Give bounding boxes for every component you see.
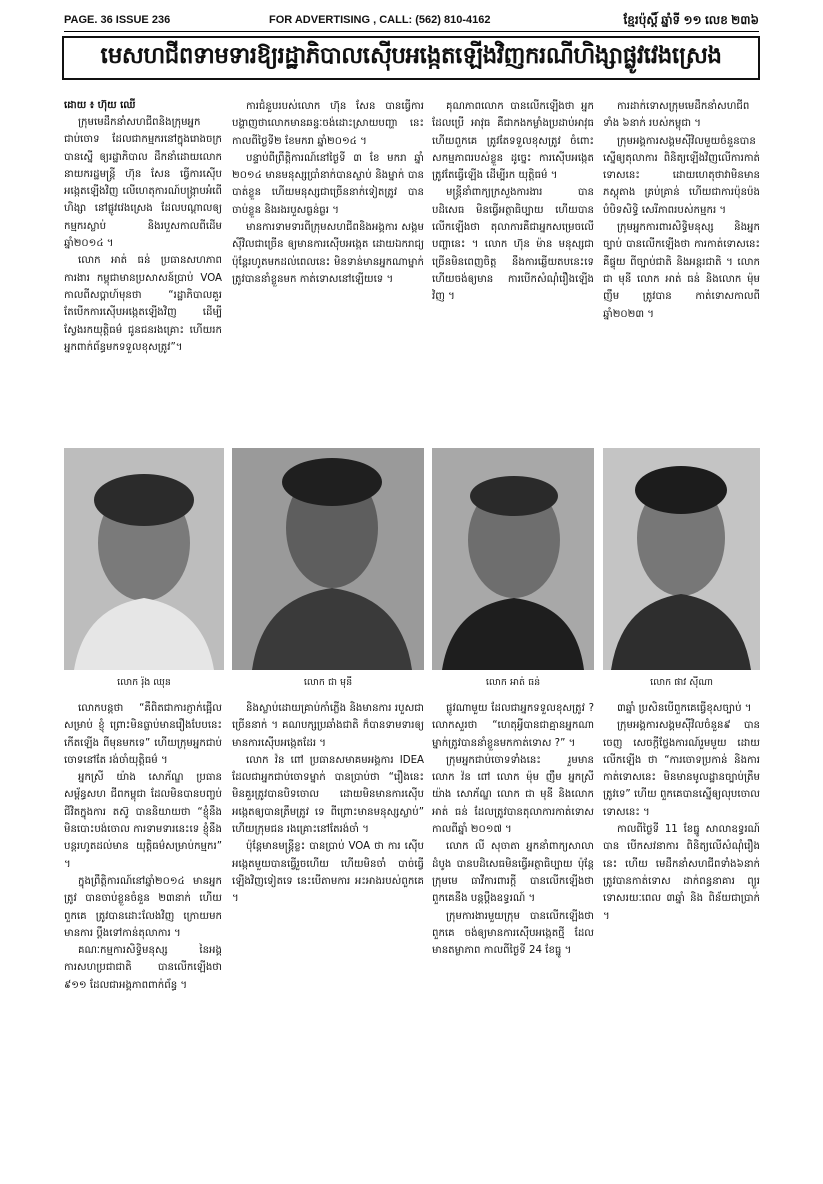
paragraph: ៣ឆ្នាំ ប្រសិនបើពួកគេធ្វើខុសច្បាប់ ។ — [617, 703, 752, 714]
paragraph: ក្រុមមេដឹកនាំសហជីពនិងក្រុមអ្នកជាប់ចោទ ដែលជាកម្មករនៅក្នុងរោងចក្រ បានស្នើ ឲ្យរដ្ឋាភិបាល ដឹកនាំដោយលោកនាយករដ្ឋមន្ត្រី ហ៊ុន សែន ធ្វើការស៊ើបអង្កេតឡើងវិញ លើហេតុការណ៍បង្ក្រាបអំពើហិង្សា នៅផ្លូវវេងស្រេង ដែលបណ្ដាលឲ្យកម្មករស្លាប់ និងរបួសកាលពីដើមឆ្នាំ២០១៤ ។ — [64, 117, 222, 250]
article-column-7 — [432, 700, 594, 1150]
photo-caption-3: លោក អាត់ ធន់ — [485, 677, 541, 688]
article-column-5 — [64, 700, 222, 1150]
article-column-8 — [603, 700, 760, 1150]
header-rule — [64, 31, 759, 32]
byline: ដោយ ៖ ហ៊ុយ ឈើ — [64, 100, 136, 111]
paragraph: លោក អាត់ ធន់ ប្រធានសហភាពការងារ កម្ពុជាមានប្រសាសន៍ប្រាប់ VOA កាលពីសប្ដាហ៍មុនថា “រដ្ឋាភិបាលគួរតែបើកការស៊ើបអង្កេតឡើងវិញ ដើម្បីស្វែងរកយុត្តិធម៌ ជូនជនរងគ្រោះ ហើយរកអ្នកពាក់ព័ន្ធមកទទួលខុសត្រូវ”។ — [64, 255, 222, 353]
paragraph: មានការទាមទារពីក្រុមសហជីពនិងអង្គការ សង្គមស៊ីវិលជាច្រើន ឲ្យមានការស៊ើបអង្កេត ដោយឯករាជ្យ ប៉ុន្តែរហូតមកដល់ពេលនេះ មិនទាន់មានអ្នកណាម្នាក់ត្រូវបាននាំខ្លួនមក កាត់ទោសនៅឡើយទេ ។ — [232, 222, 424, 285]
paragraph: ការដាក់ទោសក្រុមមេដឹកនាំសហជីពទាំង ៦នាក់ របស់កម្ពុជា ។ — [603, 101, 750, 130]
article-column-1 — [64, 114, 222, 444]
photo-caption-4: លោក ផាវ ស៊ីណា — [650, 677, 713, 688]
paragraph: លោក វ៉ន ពៅ ប្រធានសមាគមអង្គការ IDEA ដែលជាអ្នកជាប់ចោទម្នាក់ បានប្រាប់ថា “រឿងនេះមិនគួរត្រូវបានបិទចោល ដោយមិនមានការស៊ើបអង្កេតឲ្យបានត្រឹមត្រូវ ទេ ពីព្រោះមានមនុស្សស្លាប់” ហើយក្រុមជន រងគ្រោះនៅតែរង់ចាំ ។ — [232, 754, 424, 836]
portrait-photo-icon — [232, 448, 424, 670]
paragraph: ក្រុមអង្គការសង្គមស៊ីវិលចំនួន៩ បានចេញ សេចក្ដីថ្លែងការណ៍រួមមួយ ដោយលើកឡើង ថា “ការចោទប្រកាន់ និងការកាត់ទោសនេះ មិនមានមូលដ្ឋានច្បាប់ត្រឹមត្រូវទេ” ហើយ ពួកគេបានស្នើឲ្យលុបចោលទោសនេះ ។ — [603, 720, 760, 818]
page-header — [64, 12, 759, 30]
photo-caption-2: លោក ជា មុនី — [303, 677, 353, 688]
paragraph: ក្រុមអ្នកជាប់ចោទទាំងនេះ រួមមាន លោក វ៉ន ពៅ លោក ម៉ុម ញឹម អ្នកស្រី យ៉ាង សោភ័ណ្ឌ លោក ជា មុនី និងលោក អាត់ ធន់ ដែលត្រូវបានតុលាការកាត់ទោសកាលពីឆ្នាំ ២០១៧ ។ — [432, 754, 594, 836]
paragraph: អ្នកស្រី យ៉ាង សោភ័ណ្ឌ ប្រធានសម្ព័ន្ធសហ ជីពកម្ពុជា ដែលមិនបានបញ្ចប់ជីវិតក្នុងការ តស៊ូ បាននិយាយថា “ខ្ញុំនឹងមិនបោះបង់ចោល ការទាមទារនេះទេ ខ្ញុំនឹងបន្តរហូតដល់មាន យុត្តិធម៌សម្រាប់កម្មករ” ។ — [64, 772, 222, 870]
paragraph: គណៈកម្មការសិទ្ធិមនុស្ស នៃអង្គការសហប្រជាជាតិ បានលើកឡើងថា ៩១១ ដែលជាអង្គភាពពាក់ព័ន្ធ ។ — [64, 945, 222, 991]
paragraph: ក្រុមអ្នកការពារសិទ្ធិមនុស្ស និងអ្នកច្បាប់ បានលើកឡើងថា ការកាត់ទោសនេះ គឺផ្ទុយ ពីច្បាប់ជាតិ និងអន្តរជាតិ ។ លោក ជា មុនី លោក អាត់ ធន់ និងលោក ម៉ុម ញឹម ត្រូវបាន កាត់ទោសកាលពីឆ្នាំ២០២៣ ។ — [603, 222, 760, 320]
page-issue-label: PAGE. 36 ISSUE 236 — [64, 14, 171, 26]
paragraph: ការជំនួបរបស់លោក ហ៊ុន សែន បានធ្វើការ បង្ហាញថាលោកមានឆន្ទៈចង់ដោះស្រាយបញ្ហា នេះ កាលពីថ្ងៃទី២ ខែមករា ឆ្នាំ២០១៤ ។ — [232, 101, 424, 147]
paragraph: ក្រុមការងារមួយក្រុម បានលើកឡើងថា ពួកគេ ចង់ឲ្យមានការស៊ើបអង្កេតថ្មី ដែលមានតម្លាភាព កាលពីថ្ងៃទី 24 ខែធ្នូ ។ — [432, 910, 594, 957]
advertising-label: FOR ADVERTISING , CALL: (562) 810-4162 — [269, 14, 491, 26]
portrait-photo-1 — [64, 448, 224, 670]
photo-caption-1: លោក រ៉ុង ឈុន — [117, 677, 171, 688]
portrait-photo-icon — [64, 448, 224, 670]
portrait-photo-3 — [432, 448, 594, 670]
paragraph: និងស្លាប់ដោយគ្រាប់កាំភ្លើង និងមានការ របួសជាច្រើននាក់ ។ គណបក្សប្រឆាំងជាតិ ក៏បានទាមទារឲ្យមានការស៊ើបអង្កេតដែរ ។ — [232, 703, 424, 749]
paragraph: មន្ត្រីនាំពាក្យក្រសួងការងារ បានបដិសេធ មិនធ្វើអត្ថាធិប្បាយ ហើយបានលើកឡើងថា តុលាការគឺជាអ្នកសម្រេចលើបញ្ហានេះ ។ លោក ហ៊ុន ម៉ាន មនុស្សជាច្រើនមិនពេញចិត្ត នឹងការឆ្លើយតបនេះទេ ហើយចង់ឲ្យមាន ការបើកសំណុំរឿងឡើងវិញ ។ — [432, 187, 594, 303]
paragraph: លោកបន្តថា “គឺពិតជាការភ្ញាក់ផ្អើលសម្រាប់ ខ្ញុំ ព្រោះមិនធ្លាប់មានរឿងបែបនេះកើតឡើង ពីមុនមកទេ” ហើយក្រុមអ្នកជាប់ចោទនៅតែ រង់ចាំយុត្តិធម៌ ។ — [64, 703, 222, 766]
issue-date-label: ខ្មែរប៉ុស្តិ៍ ឆ្នាំទី ១១ លេខ ២៣៦ — [623, 13, 759, 27]
article-column-4 — [603, 98, 760, 444]
paragraph: គុណភាពលោក បានលើកឡើងថា អ្នកដែលប្រើ អាវុធ គឺជាកងកម្លាំងប្រដាប់អាវុធ ហើយពួកគេ ត្រូវតែទទួលខុសត្រូវ ចំពោះសកម្មភាពរបស់ខ្លួន ដូច្នេះ ការស៊ើបអង្កេតត្រូវតែធ្វើឡើង ដើម្បីរក យុត្តិធម៌ ។ — [432, 101, 594, 182]
paragraph: លោក លី សុចាតា អ្នកនាំពាក្យសាលាដំបូង បានបដិសេធមិនធ្វើអត្ថាធិប្បាយ ប៉ុន្តែក្រុមមេ ធាវីការពារក្ដី បានលើកឡើងថា ពួកគេនឹង បន្តប្ដឹងឧទ្ធរណ៍ ។ — [432, 841, 594, 905]
portrait-photo-2 — [232, 448, 424, 670]
paragraph: ក្នុងព្រឹត្តិការណ៍នៅឆ្នាំ២០១៤ មានអ្នកត្រូវ បានចាប់ខ្លួនចំនួន ២៣នាក់ ហើយពួកគេ ត្រូវបានដោះលែងវិញ ក្រោយមកមានការ ប្ដឹងទៅកាន់តុលាការ ។ — [64, 875, 222, 939]
paragraph: កាលពីថ្ងៃទី 11 ខែធ្នូ សាលាឧទ្ធរណ៍បាន បើកសវនាការ ពិនិត្យលើសំណុំរឿងនេះ ហើយ មេដឹកនាំសហជីពទាំង៦នាក់ត្រូវបានកាត់ទោស ដាក់ពន្ធនាគារ ព្យួរទោសរយៈពេល ៣ឆ្នាំ និង ពិន័យជាប្រាក់ ។ — [603, 824, 760, 922]
article-column-3 — [432, 98, 594, 444]
article-column-2 — [232, 98, 424, 444]
headline: មេសហជីព​ទាមទារ​ឱ្យ​រដ្ឋាភិបាល​ស៊ើប​អង្កេត​ឡើង​វិញ​ករណី​ហិង្សា​ផ្លូវ​វេង​ស្រេង — [62, 36, 760, 80]
paragraph: បន្ទាប់ពីព្រឹត្តិការណ៍នៅថ្ងៃទី ៣ ខែ មករា ឆ្នាំ ២០១៤ មានមនុស្សប្រាំនាក់បានស្លាប់ និងម្នាក់ បានបាត់ខ្លួន ហើយមនុស្សជាច្រើននាក់ទៀតត្រូវ បានចាប់ខ្លួន និងរងរបួសធ្ងន់ធ្ងរ ។ — [232, 152, 424, 216]
portrait-photo-icon — [432, 448, 594, 670]
portrait-photo-icon — [603, 448, 760, 670]
paragraph: ផ្លូវណាមួយ ដែលជាអ្នកទទួលខុសត្រូវ ? លោកសួរថា “ហេតុអ្វីបានជាគ្មានអ្នកណា ម្នាក់ត្រូវបាននាំខ្លួនមកកាត់ទោស ?” ។ — [432, 703, 594, 749]
portrait-photo-4 — [603, 448, 760, 670]
article-column-6 — [232, 700, 424, 1150]
paragraph: ប៉ុន្តែមានមន្ត្រីខ្លះ បានប្រាប់ VOA ថា ការ ស៊ើបអង្កេតមួយបានធ្វើរួចហើយ ហើយមិនចាំ បាច់ធ្វើឡើងវិញទៀតទេ នេះបើតាមការ អះអាងរបស់ពួកគេ ។ — [232, 841, 424, 905]
paragraph: ក្រុមអង្គការសង្គមស៊ីវិលមួយចំនួនបាន ស្នើឲ្យតុលាការ ពិនិត្យឡើងវិញលើការកាត់ ទោសនេះ ដោយហេតុថាវាមិនមានភស្តុតាង គ្រប់គ្រាន់ ហើយជាការប៉ុនប៉ងបំបិទសិទ្ធិ សេរីភាពរបស់កម្មករ ។ — [603, 135, 760, 216]
